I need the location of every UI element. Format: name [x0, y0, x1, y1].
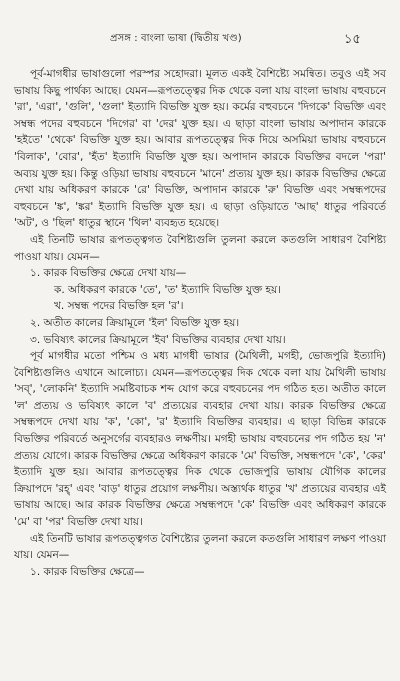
paragraph-east-magadhi: পূর্ব-মাগধীর ভাষাগুলো পরস্পর সহোদরা। মূলত একই বৈশিষ্ট্যে সমন্বিত। তবুও এই সব ভাষায় কিছু পার্থক্য আছে। যেমন—রূপতত্ত্বের দিক থেকে বলা যায় বাংলা ভাষায় বহুবচনে 'রা', 'এরা', 'গুলি', 'গুলা' ইত্যাদি বিভক্তি যুক্ত হয়। কর্মের বহুবচনে 'দিগকে' বিভক্তি এবং সম্বন্ধ পদের বহুবচনে 'দিগের' বা 'দের' যুক্ত হয়। এ ছাড়া বাংলা ভাষায় অপাদান কারকে 'হইতে' 'থেকে' বিভক্তি যুক্ত হয়। আবার রূপতত্ত্বের দিক দিয়ে অসমিয়া ভাষায় বহুবচনে 'বিলাক', 'বোর', 'হঁত' ইত্যাদি বিভক্তি যুক্ত হয়। অপাদান কারকে বিভক্তির বদলে 'পরা' অব্যয় যুক্ত হয়। কিন্তু ওড়িয়া ভাষায় বহুবচনে 'মানে' প্রত্যয় যুক্ত হয়। কারক বিভক্তির ক্ষেত্রে দেখা যায় অধিকরণ কারকে 'রে' বিভক্তি, অপাদান কারকে 'রু' বিভক্তি এবং সম্বন্ধপদের বহুবচনে 'ঙ্ক', 'ঙ্কর' ইত্যাদি বিভক্তি যুক্ত হয়। এ ছাড়া ওড়িয়াতে 'আছ' ধাতুর পরিবর্তে 'অট', ও 'ছিল' ধাতুর স্থানে 'থিল' ব্যবহৃত হয়েছে। [14, 68, 386, 230]
list-item-past-tense: ২. অতীত কালের ক্রিয়ামূলে 'ইল' বিভক্তি যুক্ত হয়। [30, 316, 240, 329]
list-item-case-inflection-2: ১. কারক বিভক্তির ক্ষেত্রে— [30, 565, 145, 578]
paragraph-comparison-intro: এই তিনটি ভাষার রূপতত্ত্বগত বৈশিষ্ট্যগুলি তুলনা করলে কতগুলি সাধারণ বৈশিষ্ট্য পাওয়া যায়। যেমন— [14, 233, 386, 263]
list-subitem-genitive: খ. সম্বন্ধ পদের বিভক্তি হল 'র'। [54, 300, 184, 313]
list-item-future-tense: ৩. ভবিষ্যৎ কালের ক্রিয়ামূলে 'ইব' বিভক্তির ব্যবহার দেখা যায়। [30, 333, 286, 346]
list-subitem-locative: ক. অধিকরণ কারকে 'তে', 'ত' ইত্যাদি বিভক্তি যুক্ত হয়। [54, 283, 281, 296]
page-number: ১৫ [344, 32, 361, 47]
page-body [14, 66, 386, 580]
paragraph-west-central-magadhi: পূর্ব মাগধীর মতো পশ্চিম ও মধ্য মাগধী ভাষার (মৈথিলী, মগহী, ভোজপুরি ইত্যাদি) বৈশিষ্ট্যগুলিও এখানে আলোচ্য। যেমন—রূপতত্ত্বের দিক থেকে বলা যায় মৈথিলী ভাষায় 'সব্', 'লোকনি' ইত্যাদি সমষ্টিবাচক শব্দ যোগ করে বহুবচনের পদ গঠিত হত। অতীত কালে 'ল' প্রত্যয় ও ভবিষ্যৎ কালে 'ব' প্রত্যয়ের ব্যবহার দেখা যায়। কারক বিভক্তির ক্ষেত্রে সম্বন্ধপদে দেখা যায় 'ক', 'কো', 'র' ইত্যাদি বিভক্তির ব্যবহার। এ ছাড়া বিভিন্ন কারকে বিভক্তির পরিবর্তে অনুসর্গের ব্যবহারও লক্ষণীয়। মগহী ভাষায় বহুবচনের পদ গঠিত হয় 'ন' প্রত্যয় যোগে। কারক বিভক্তির ক্ষেত্রে অধিকরণ কারকে 'মে' বিভক্তি, সম্বন্ধপদে 'কে', 'কের' ইত্যাদি যুক্ত হয়। আবার রূপতত্ত্বের দিক থেকে ভোজপুরি ভাষায় যৌগিক কালের ক্রিয়াপদে 'রহ্' এবং 'বাড়' ধাতুর প্রয়োগ লক্ষণীয়। অস্ত্যর্থক ধাতুর 'খ' প্রত্যয়ের ব্যবহার এই ভাষায় আছে। আর কারক বিভক্তির ক্ষেত্রে সম্বন্ধপদে 'কে' বিভক্তি এবং অধিকরণ কারকে 'মে' বা 'পর' বিভক্তি দেখা যায়। [14, 350, 386, 529]
page-header [0, 0, 400, 46]
paragraph-comparison-intro-2: এই তিনটি ভাষার রূপতত্ত্বগত বৈশিষ্ট্যের তুলনা করলে কতগুলি সাধারণ লক্ষণ পাওয়া যায়। যেমন— [14, 532, 386, 562]
list-item-case-inflection: ১. কারক বিভক্তির ক্ষেত্রে দেখা যায়— [30, 267, 187, 280]
running-title: প্রসঙ্গ : বাংলা ভাষা (দ্বিতীয় খণ্ড) [110, 33, 242, 44]
